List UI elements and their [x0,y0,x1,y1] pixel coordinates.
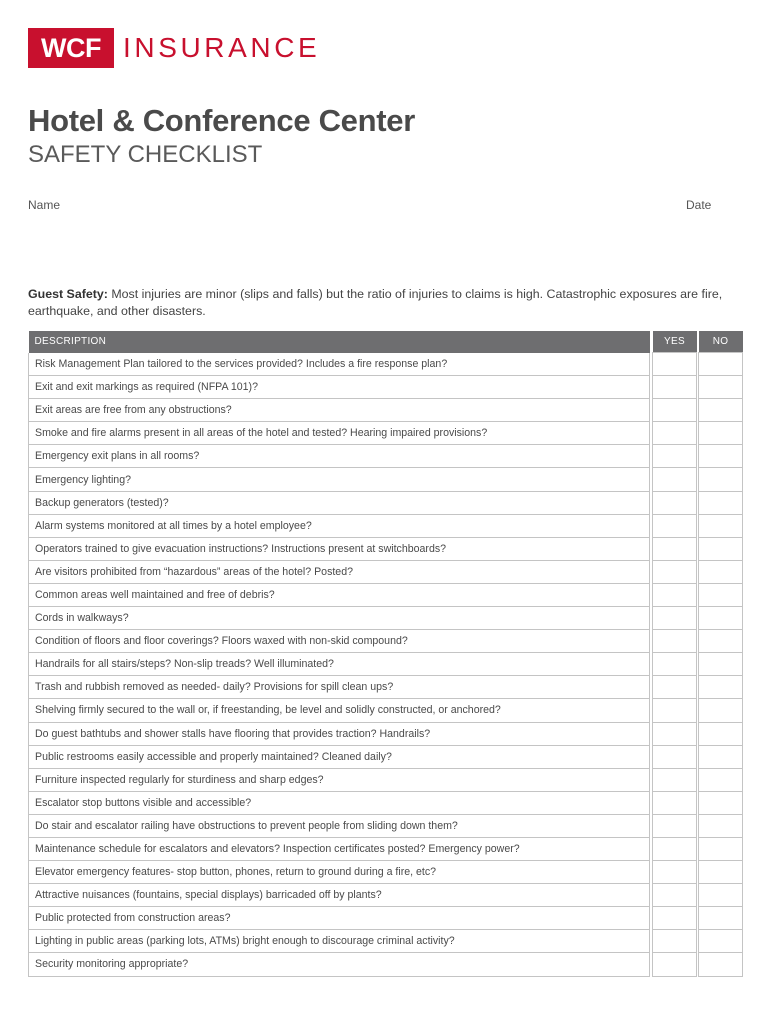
description-column-header: DESCRIPTION [29,331,650,353]
yes-checkbox-cell[interactable] [653,768,697,791]
table-row [29,953,743,976]
row-description: Risk Management Plan tailored to the services provided? Includes a fire response plan? [29,353,650,376]
yes-checkbox-cell[interactable] [653,791,697,814]
row-description: Lighting in public areas (parking lots, ATMs) bright enough to discourage criminal activity? [29,930,650,953]
table-row [29,884,743,907]
row-description: Furniture inspected regularly for sturdiness and sharp edges? [29,768,650,791]
row-description: Public restrooms easily accessible and properly maintained? Cleaned daily? [29,745,650,768]
table-row [29,907,743,930]
date-field-label: Date [686,198,712,212]
yes-checkbox-cell[interactable] [653,491,697,514]
no-checkbox-cell[interactable] [699,514,743,537]
table-row [29,676,743,699]
yes-checkbox-cell[interactable] [653,676,697,699]
yes-checkbox-cell[interactable] [653,653,697,676]
yes-checkbox-cell[interactable] [653,422,697,445]
table-row [29,791,743,814]
yes-checkbox-cell[interactable] [653,514,697,537]
name-field-label: Name [28,198,61,212]
yes-checkbox-cell[interactable] [653,607,697,630]
table-row [29,560,743,583]
no-checkbox-cell[interactable] [699,353,743,376]
yes-checkbox-cell[interactable] [653,630,697,653]
yes-checkbox-cell[interactable] [653,722,697,745]
table-row [29,699,743,722]
yes-checkbox-cell[interactable] [653,468,697,491]
table-row [29,468,743,491]
no-checkbox-cell[interactable] [699,607,743,630]
no-checkbox-cell[interactable] [699,445,743,468]
no-checkbox-cell[interactable] [699,653,743,676]
no-checkbox-cell[interactable] [699,768,743,791]
document-subtitle: SAFETY CHECKLIST [28,141,263,168]
table-row [29,422,743,445]
no-checkbox-cell[interactable] [699,676,743,699]
yes-checkbox-cell[interactable] [653,837,697,860]
table-row [29,399,743,422]
row-description: Exit and exit markings as required (NFPA 101)? [29,376,650,399]
no-checkbox-cell[interactable] [699,422,743,445]
safety-checklist-table [28,331,743,977]
no-checkbox-cell[interactable] [699,376,743,399]
logo-wordmark: INSURANCE [123,32,321,63]
yes-checkbox-cell[interactable] [653,861,697,884]
no-checkbox-cell[interactable] [699,907,743,930]
no-checkbox-cell[interactable] [699,722,743,745]
no-checkbox-cell[interactable] [699,861,743,884]
no-checkbox-cell[interactable] [699,953,743,976]
row-description: Shelving firmly secured to the wall or, if freestanding, be level and solidly constructed, or anchored? [29,699,650,722]
no-checkbox-cell[interactable] [699,537,743,560]
no-checkbox-cell[interactable] [699,630,743,653]
row-description: Backup generators (tested)? [29,491,650,514]
yes-checkbox-cell[interactable] [653,699,697,722]
yes-checkbox-cell[interactable] [653,745,697,768]
yes-checkbox-cell[interactable] [653,376,697,399]
no-checkbox-cell[interactable] [699,491,743,514]
yes-checkbox-cell[interactable] [653,930,697,953]
wcf-insurance-logo [28,28,320,68]
row-description: Operators trained to give evacuation instructions? Instructions present at switchboards? [29,537,650,560]
yes-checkbox-cell[interactable] [653,907,697,930]
no-checkbox-cell[interactable] [699,884,743,907]
no-checkbox-cell[interactable] [699,399,743,422]
table-row [29,768,743,791]
no-column-header: NO [699,331,743,353]
table-row [29,837,743,860]
yes-checkbox-cell[interactable] [653,399,697,422]
row-description: Public protected from construction areas? [29,907,650,930]
no-checkbox-cell[interactable] [699,814,743,837]
row-description: Alarm systems monitored at all times by a hotel employee? [29,514,650,537]
row-description: Attractive nuisances (fountains, special displays) barricaded off by plants? [29,884,650,907]
yes-checkbox-cell[interactable] [653,445,697,468]
logo-mark: WCF [28,28,114,68]
row-description: Are visitors prohibited from “hazardous” areas of the hotel? Posted? [29,560,650,583]
table-row [29,814,743,837]
row-description: Emergency lighting? [29,468,650,491]
table-row [29,514,743,537]
row-description: Elevator emergency features- stop button, phones, return to ground during a fire, etc? [29,861,650,884]
no-checkbox-cell[interactable] [699,468,743,491]
yes-checkbox-cell[interactable] [653,814,697,837]
row-description: Security monitoring appropriate? [29,953,650,976]
table-row [29,376,743,399]
guest-safety-intro [28,286,738,320]
yes-checkbox-cell[interactable] [653,583,697,606]
table-row [29,630,743,653]
row-description: Do guest bathtubs and shower stalls have flooring that provides traction? Handrails? [29,722,650,745]
table-row [29,583,743,606]
row-description: Exit areas are free from any obstructions? [29,399,650,422]
row-description: Maintenance schedule for escalators and elevators? Inspection certificates posted? Emergency power? [29,837,650,860]
document-title: Hotel & Conference Center [28,103,415,138]
yes-checkbox-cell[interactable] [653,537,697,560]
row-description: Condition of floors and floor coverings? Floors waxed with non-skid compound? [29,630,650,653]
yes-checkbox-cell[interactable] [653,884,697,907]
row-description: Handrails for all stairs/steps? Non-slip treads? Well illuminated? [29,653,650,676]
row-description: Trash and rubbish removed as needed- daily? Provisions for spill clean ups? [29,676,650,699]
table-row [29,353,743,376]
table-row [29,653,743,676]
yes-checkbox-cell[interactable] [653,353,697,376]
yes-checkbox-cell[interactable] [653,953,697,976]
intro-text: Most injuries are minor (slips and falls) but the ratio of injuries to claims is high. Catastrophic exposures are fire, earthquake, and other disasters. [28,287,723,318]
table-row [29,861,743,884]
row-description: Escalator stop buttons visible and accessible? [29,791,650,814]
intro-heading: Guest Safety: [28,287,108,301]
no-checkbox-cell[interactable] [699,745,743,768]
no-checkbox-cell[interactable] [699,560,743,583]
table-header-row [29,331,743,353]
table-row [29,930,743,953]
table-row [29,722,743,745]
no-checkbox-cell[interactable] [699,837,743,860]
table-row [29,745,743,768]
no-checkbox-cell[interactable] [699,583,743,606]
no-checkbox-cell[interactable] [699,791,743,814]
table-row [29,607,743,630]
row-description: Emergency exit plans in all rooms? [29,445,650,468]
table-row [29,491,743,514]
no-checkbox-cell[interactable] [699,930,743,953]
yes-column-header: YES [653,331,697,353]
table-row [29,537,743,560]
table-row [29,445,743,468]
row-description: Do stair and escalator railing have obstructions to prevent people from sliding down them? [29,814,650,837]
row-description: Smoke and fire alarms present in all areas of the hotel and tested? Hearing impaired provisions? [29,422,650,445]
no-checkbox-cell[interactable] [699,699,743,722]
row-description: Common areas well maintained and free of debris? [29,583,650,606]
row-description: Cords in walkways? [29,607,650,630]
yes-checkbox-cell[interactable] [653,560,697,583]
